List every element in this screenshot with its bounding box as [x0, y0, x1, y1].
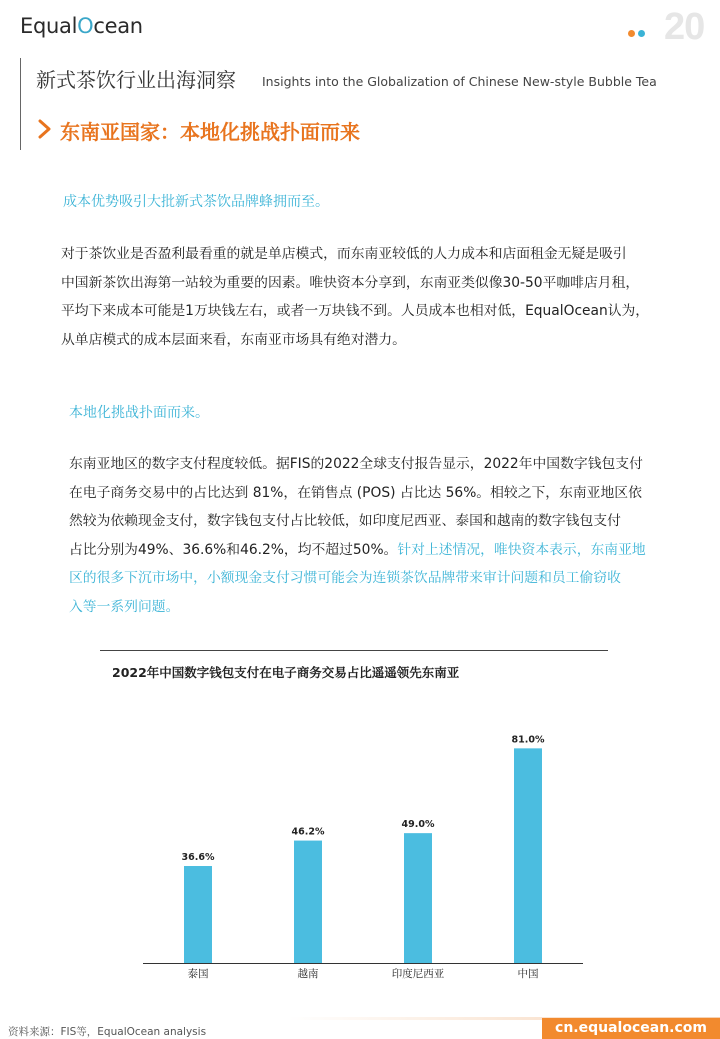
bar-2 [404, 833, 432, 963]
report-title-en: Insights into the Globalization of Chinese New-style Bubble Tea [262, 74, 657, 89]
blue-dot-icon [638, 30, 645, 37]
category-label-2: 印度尼西亚 [391, 968, 445, 980]
category-label-1: 越南 [297, 968, 319, 980]
paragraph-line: 东南亚地区的数字支付程度较低。据FIS的2022全球支付报告显示，2022年中国数字钱包支付 [69, 456, 643, 472]
data-label-2: 49.0% [401, 819, 435, 831]
chart-top-rule [100, 650, 608, 651]
subheading-localization: 本地化挑战扑面而来。 [69, 405, 209, 421]
highlighted-text: 针对上述情况，唯快资本表示，东南亚地 [397, 541, 646, 558]
paragraph-text: 占比分别为49%、36.6%和46.2%，均不超过50%。 [69, 541, 398, 558]
bar-0 [184, 866, 212, 963]
logo-text-cean: cean [93, 14, 143, 38]
paragraph-line [69, 536, 681, 565]
report-title-cn: 新式茶饮行业出海洞察 [36, 68, 236, 92]
bar-3 [514, 748, 542, 963]
logo-text-o: O [77, 14, 94, 38]
page-number: 20 [664, 6, 705, 48]
paragraph-cost [61, 240, 681, 354]
chevron-right-icon [36, 115, 54, 143]
decorative-dots [628, 22, 648, 41]
paragraph-line: 对于茶饮业是否盈利最看重的就是单店模式，而东南亚较低的人力成本和店面租金无疑是吸引 [61, 246, 627, 262]
paragraph-line: 在电子商务交易中的占比达到 81%，在销售点 (POS) 占比达 56%。相较之下，东南亚地区依 [69, 484, 642, 501]
section-title: 东南亚国家：本地化挑战扑面而来 [60, 120, 360, 144]
subheading-cost-advantage: 成本优势吸引大批新式茶饮品牌蜂拥而至。 [63, 194, 329, 210]
data-label-1: 46.2% [291, 826, 325, 838]
orange-dot-icon [628, 30, 635, 37]
data-label-0: 36.6% [181, 852, 215, 864]
source-note: 资料来源：FIS等，EqualOcean analysis [8, 1026, 207, 1038]
data-label-3: 81.0% [511, 734, 545, 746]
category-label-3: 中国 [517, 968, 539, 980]
logo-text-equal: Equal [20, 14, 78, 38]
header-divider [20, 58, 21, 150]
paragraph-line: 平均下来成本可能是1万块钱左右，或者一万块钱不到。人员成本也相对低，EqualOcean认为， [61, 303, 650, 319]
highlighted-line: 区的很多下沉市场中，小额现金支付习惯可能会为连锁茶饮品牌带来审计问题和员工偷窃收 [69, 570, 621, 586]
paragraph-line: 从单店模式的成本层面来看，东南亚市场具有绝对潜力。 [61, 331, 406, 348]
chart-title: 2022年中国数字钱包支付在电子商务交易占比遥遥领先东南亚 [112, 665, 460, 680]
paragraph-line: 中国新茶饮出海第一站较为重要的因素。唯快资本分享到，东南亚类似像30-50平咖啡店月租， [61, 274, 640, 291]
highlighted-line: 入等一系列问题。 [69, 598, 180, 615]
bar-1 [294, 841, 322, 963]
footer-url-link[interactable]: cn.equalocean.com [542, 1018, 720, 1039]
equalocean-logo [20, 14, 143, 38]
bar-chart [100, 680, 600, 985]
paragraph-payment [69, 450, 681, 621]
category-label-0: 泰国 [187, 968, 209, 980]
paragraph-line: 然较为依赖现金支付，数字钱包支付占比较低，如印度尼西亚、泰国和越南的数字钱包支付 [69, 513, 621, 529]
